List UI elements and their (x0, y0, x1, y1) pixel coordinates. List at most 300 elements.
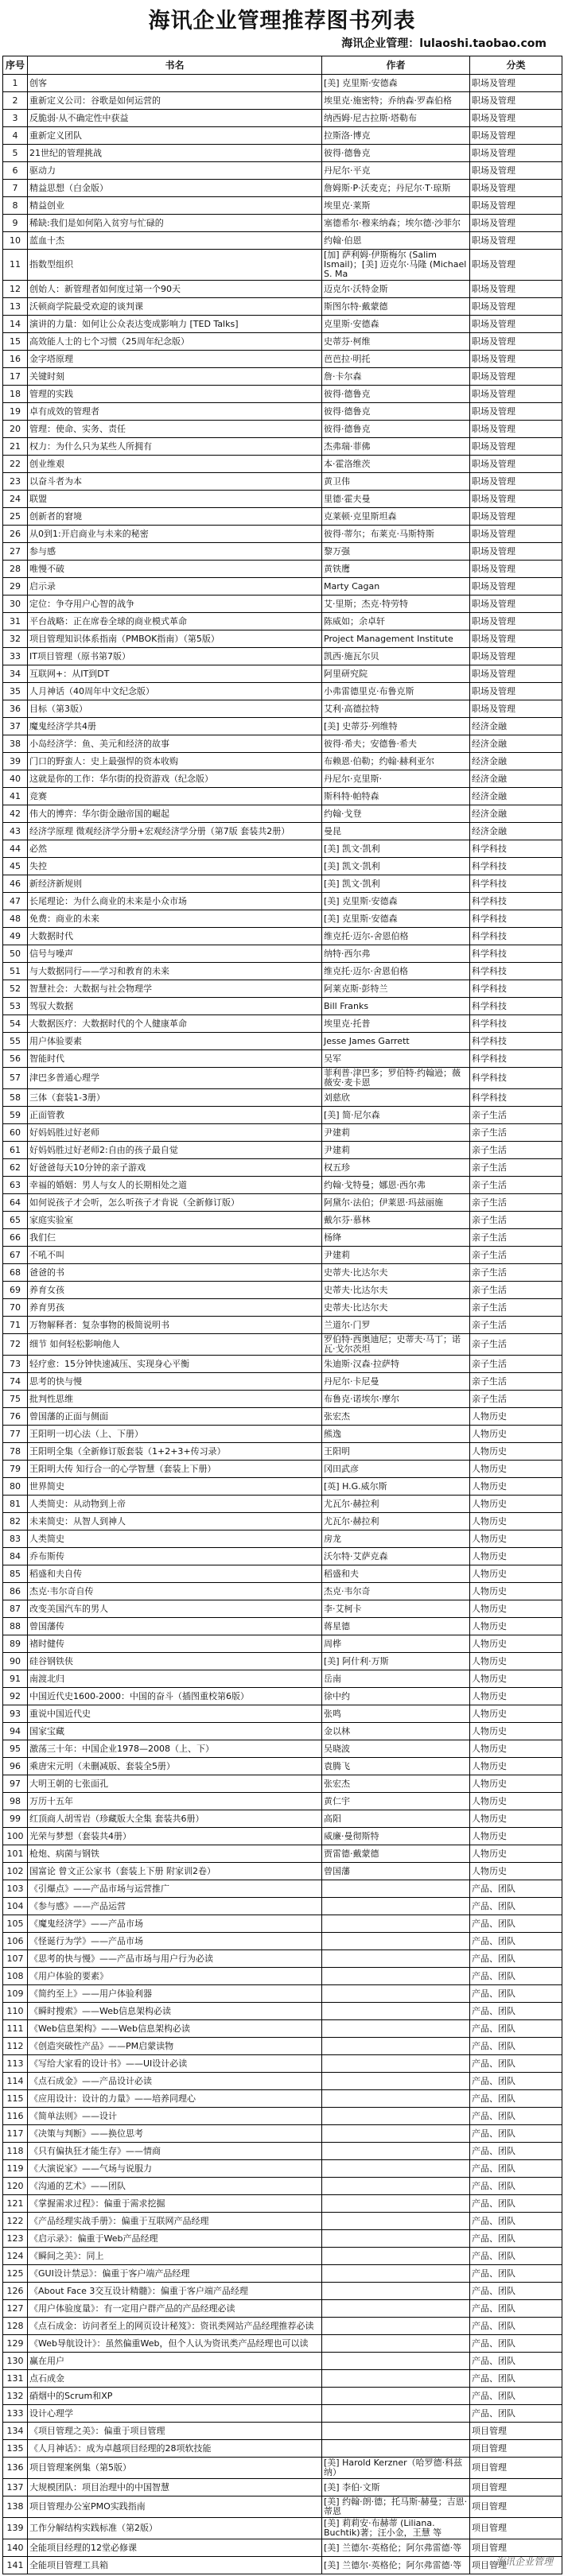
book-author: Project Management Institute (322, 630, 470, 648)
book-author: 尤瓦尔·赫拉利 (322, 1496, 470, 1513)
book-category: 职场及管理 (470, 596, 562, 613)
table-row (3, 1880, 562, 1898)
book-category: 职场及管理 (470, 110, 562, 127)
book-title: 爸爸的书 (28, 1264, 322, 1282)
book-title: 三体（套装1-3册） (28, 1089, 322, 1107)
book-category: 人物历史 (470, 1408, 562, 1426)
book-title: 创业维艰 (28, 456, 322, 473)
book-title: 硅谷钢铁侠 (28, 1653, 322, 1670)
book-number: 24 (3, 491, 28, 508)
book-author: 詹姆斯·P·沃麦克；丹尼尔·T·琼斯 (322, 180, 470, 197)
book-title: 信号与噪声 (28, 945, 322, 963)
book-number: 3 (3, 110, 28, 127)
book-title: 《魔鬼经济学》——产品市场 (28, 1915, 322, 1933)
book-author (322, 1985, 470, 2003)
book-title: 《About Face 3交互设计精髓》：偏重于客户端产品经理 (28, 2283, 322, 2300)
table-row (3, 1299, 562, 1317)
book-number: 49 (3, 928, 28, 945)
book-author (322, 1950, 470, 1968)
book-author: 布鲁克·诺埃尔·摩尔 (322, 1391, 470, 1408)
table-row (3, 700, 562, 718)
book-category: 职场及管理 (470, 92, 562, 110)
book-author: 稻盛和夫 (322, 1565, 470, 1583)
book-category: 人物历史 (470, 1670, 562, 1688)
book-category: 经济金融 (470, 735, 562, 753)
book-author: 克里斯·安德森 (322, 316, 470, 333)
book-title: 幸福的婚姻：男人与女人的长期相处之道 (28, 1177, 322, 1194)
table-row (3, 2318, 562, 2335)
book-title: 《只有偏执狂才能生存》——情商 (28, 2143, 322, 2160)
book-author (322, 1968, 470, 1985)
table-row (3, 561, 562, 578)
book-number: 94 (3, 1723, 28, 1740)
table-row (3, 1050, 562, 1068)
book-category: 产品、团队 (470, 1968, 562, 1985)
book-author: 杨绛 (322, 1229, 470, 1247)
book-title: 不吼不叫 (28, 1247, 322, 1264)
book-number: 96 (3, 1758, 28, 1775)
table-row (3, 648, 562, 665)
book-number: 51 (3, 963, 28, 980)
book-title: 轻疗愈：15分钟快速减压、实现身心平衡 (28, 1356, 322, 1373)
book-author: Bill Franks (322, 998, 470, 1015)
table-row (3, 1583, 562, 1600)
table-row (3, 788, 562, 805)
book-author: 约翰·戈登 (322, 805, 470, 823)
book-category: 科学科技 (470, 1015, 562, 1033)
book-title: 精益创业 (28, 197, 322, 215)
book-author: [美] 简·尼尔森 (322, 1107, 470, 1124)
book-category: 人物历史 (470, 1828, 562, 1845)
book-category: 人物历史 (470, 1688, 562, 1705)
book-title: 关键时刻 (28, 368, 322, 386)
book-category: 亲子生活 (470, 1229, 562, 1247)
book-category: 人物历史 (470, 1443, 562, 1461)
book-category: 亲子生活 (470, 1282, 562, 1299)
book-number: 70 (3, 1299, 28, 1317)
table-row (3, 110, 562, 127)
book-category: 产品、团队 (470, 1898, 562, 1915)
book-title: 批判性思维 (28, 1391, 322, 1408)
book-title: 养育女孩 (28, 1282, 322, 1299)
book-number: 1 (3, 75, 28, 92)
table-row (3, 630, 562, 648)
book-author: [美] 莉莉安·布赫蒂 (Liliana. Buchtik)著；汪小金，王慧 等 (322, 2518, 470, 2539)
book-number: 15 (3, 333, 28, 351)
book-title: 沃顿商学院最受欢迎的谈判课 (28, 298, 322, 316)
book-category: 人物历史 (470, 1583, 562, 1600)
table-row (3, 2370, 562, 2388)
table-row (3, 2518, 562, 2539)
table-row (3, 351, 562, 368)
book-author: [美] 史蒂芬·列维特 (322, 718, 470, 735)
book-author: 迈克尔·沃特金斯 (322, 281, 470, 298)
book-author: 斯科特·帕特森 (322, 788, 470, 805)
book-author: 维克托·迈尔-舍恩伯格 (322, 928, 470, 945)
book-author: [美] 克里斯·安德森 (322, 75, 470, 92)
book-title: 《创造突破性产品》——PM启蒙读物 (28, 2038, 322, 2055)
book-title: 养育男孩 (28, 1299, 322, 1317)
book-author: 里德·霍夫曼 (322, 491, 470, 508)
table-row (3, 1723, 562, 1740)
book-title: 唯慢不破 (28, 561, 322, 578)
table-row (3, 491, 562, 508)
book-category: 人物历史 (470, 1863, 562, 1880)
book-category: 项目管理 (470, 2458, 562, 2479)
book-category: 亲子生活 (470, 1299, 562, 1317)
book-title: 国家宝藏 (28, 1723, 322, 1740)
book-title: 长尾理论：为什么商业的未来是小众市场 (28, 893, 322, 910)
table-row (3, 456, 562, 473)
book-category: 职场及管理 (470, 491, 562, 508)
table-row (3, 735, 562, 753)
book-title: 万物解释者：复杂事物的极简说明书 (28, 1317, 322, 1334)
book-author: 埃里克·莱斯 (322, 197, 470, 215)
table-row (3, 2479, 562, 2496)
table-row (3, 508, 562, 526)
table-row (3, 1068, 562, 1089)
book-title: 智慧社会：大数据与社会物理学 (28, 980, 322, 998)
book-title: 《瞬时搜索》——Web信息架构必读 (28, 2003, 322, 2020)
book-category: 产品、团队 (470, 2405, 562, 2423)
book-number: 34 (3, 665, 28, 683)
book-title: 褚时健传 (28, 1635, 322, 1653)
table-row (3, 1496, 562, 1513)
book-author: 约翰·戈特曼；娜恩·西尔弗 (322, 1177, 470, 1194)
book-number: 110 (3, 2003, 28, 2020)
book-title: 项目管理案例集（第5版） (28, 2458, 322, 2479)
book-title: 重说中国近代史 (28, 1705, 322, 1723)
book-title: 项目管理办公室PMO实践指南 (28, 2496, 322, 2518)
book-title: 光荣与梦想（套装共4册） (28, 1828, 322, 1845)
book-category: 亲子生活 (470, 1264, 562, 1282)
book-author: 埃里克·施密特；乔纳森·罗森伯格 (322, 92, 470, 110)
book-category: 产品、团队 (470, 2073, 562, 2090)
book-category: 职场及管理 (470, 683, 562, 700)
book-number: 86 (3, 1583, 28, 1600)
book-number: 64 (3, 1194, 28, 1212)
book-author: 阿莱克斯·彭特兰 (322, 980, 470, 998)
book-category: 产品、团队 (470, 2300, 562, 2318)
book-number: 122 (3, 2213, 28, 2230)
book-author (322, 2020, 470, 2038)
book-number: 31 (3, 613, 28, 630)
book-author: 芭芭拉·明托 (322, 351, 470, 368)
book-author: [美] 凯文·凯利 (322, 840, 470, 858)
book-title: 从0到1:开启商业与未来的秘密 (28, 526, 322, 543)
table-row (3, 232, 562, 250)
book-number: 2 (3, 92, 28, 110)
book-category: 科学科技 (470, 910, 562, 928)
book-title: 驱动力 (28, 162, 322, 180)
book-category: 职场及管理 (470, 700, 562, 718)
book-author (322, 2195, 470, 2213)
book-number: 63 (3, 1177, 28, 1194)
book-author: 冈田武彦 (322, 1461, 470, 1478)
book-author (322, 2248, 470, 2265)
book-title: 管理的实践 (28, 386, 322, 403)
book-number: 131 (3, 2370, 28, 2388)
book-category: 职场及管理 (470, 438, 562, 456)
table-row (3, 2496, 562, 2518)
book-category: 人物历史 (470, 1530, 562, 1548)
table-row (3, 945, 562, 963)
book-title: 激荡三十年：中国企业1978—2008（上、下） (28, 1740, 322, 1758)
book-author: [美] 李伯·文斯 (322, 2479, 470, 2496)
book-number: 134 (3, 2423, 28, 2440)
table-row (3, 1443, 562, 1461)
table-row (3, 1391, 562, 1408)
book-category: 产品、团队 (470, 1880, 562, 1898)
table-row (3, 1618, 562, 1635)
table-row (3, 805, 562, 823)
book-number: 69 (3, 1282, 28, 1299)
book-category: 职场及管理 (470, 162, 562, 180)
book-title: 竞赛 (28, 788, 322, 805)
book-title: 目标（第3版） (28, 700, 322, 718)
book-title: 金字塔原理 (28, 351, 322, 368)
book-title: 《启示录》：偏重于Web产品经理 (28, 2230, 322, 2248)
book-title: 好妈妈胜过好老师 (28, 1124, 322, 1142)
book-number: 50 (3, 945, 28, 963)
book-category: 亲子生活 (470, 1107, 562, 1124)
book-category: 产品、团队 (470, 2125, 562, 2143)
book-author (322, 2265, 470, 2283)
book-author: 黄仁宇 (322, 1793, 470, 1810)
book-title: 启示录 (28, 578, 322, 596)
book-category: 人物历史 (470, 1723, 562, 1740)
book-author: 拉斯洛·博克 (322, 127, 470, 145)
table-row (3, 1264, 562, 1282)
book-category: 亲子生活 (470, 1373, 562, 1391)
book-category: 产品、团队 (470, 2160, 562, 2178)
book-number: 25 (3, 508, 28, 526)
book-number: 116 (3, 2108, 28, 2125)
book-category: 职场及管理 (470, 526, 562, 543)
book-number: 109 (3, 1985, 28, 2003)
book-number: 126 (3, 2283, 28, 2300)
book-number: 114 (3, 2073, 28, 2090)
book-category: 产品、团队 (470, 2020, 562, 2038)
book-category: 职场及管理 (470, 578, 562, 596)
book-author: 沃尔特·艾萨克森 (322, 1548, 470, 1565)
book-category: 职场及管理 (470, 473, 562, 491)
book-title: 《人月神话》：成为卓越项目经理的28项软技能 (28, 2440, 322, 2458)
book-number: 118 (3, 2143, 28, 2160)
table-row (3, 1915, 562, 1933)
table-row (3, 770, 562, 788)
book-number: 40 (3, 770, 28, 788)
book-title: 《思考的快与慢》——产品市场与用户行为必读 (28, 1950, 322, 1968)
table-row (3, 1565, 562, 1583)
book-table (2, 56, 562, 2574)
table-row (3, 1793, 562, 1810)
book-author: 徐中约 (322, 1688, 470, 1705)
book-number: 30 (3, 596, 28, 613)
book-author: 阿里研究院 (322, 665, 470, 683)
book-category: 经济金融 (470, 770, 562, 788)
table-row (3, 2160, 562, 2178)
book-category: 人物历史 (470, 1810, 562, 1828)
book-title: 赢在用户 (28, 2353, 322, 2370)
book-title: 重新定义公司：谷歌是如何运营的 (28, 92, 322, 110)
book-number: 6 (3, 162, 28, 180)
book-category: 亲子生活 (470, 1356, 562, 1373)
book-author: 尹建莉 (322, 1247, 470, 1264)
header-author: 作者 (322, 56, 470, 75)
book-author: 艾利·高德拉特 (322, 700, 470, 718)
book-author: 塞德希尔·穆来纳森；埃尔德·沙菲尔 (322, 215, 470, 232)
book-title: 《写给大家看的设计书》——UI设计必读 (28, 2055, 322, 2073)
header-row (3, 56, 562, 75)
book-category: 科学科技 (470, 998, 562, 1015)
book-author: 岳南 (322, 1670, 470, 1688)
table-row (3, 2125, 562, 2143)
book-number: 10 (3, 232, 28, 250)
table-row (3, 1828, 562, 1845)
book-category: 亲子生活 (470, 1334, 562, 1356)
book-number: 97 (3, 1775, 28, 1793)
book-category: 产品、团队 (470, 2178, 562, 2195)
book-number: 132 (3, 2388, 28, 2405)
book-author: 陈威如；余卓轩 (322, 613, 470, 630)
book-category: 产品、团队 (470, 2230, 562, 2248)
book-category: 项目管理 (470, 2496, 562, 2518)
book-author: 尹建莉 (322, 1142, 470, 1159)
book-number: 121 (3, 2195, 28, 2213)
book-title: 红顶商人胡雪岩（珍藏版大全集 套装共6册） (28, 1810, 322, 1828)
book-number: 39 (3, 753, 28, 770)
book-title: 《引爆点》——产品市场与运营推广 (28, 1880, 322, 1898)
book-title: 项目管理知识体系指南（PMBOK指南）（第5版） (28, 630, 322, 648)
book-title: 津巴多普通心理学 (28, 1068, 322, 1089)
table-row (3, 316, 562, 333)
book-title: 卓有成效的管理者 (28, 403, 322, 421)
book-category: 科学科技 (470, 1068, 562, 1089)
table-row (3, 1015, 562, 1033)
book-title: 《用户体验度量》：有一定用户群产品的产品经理必读 (28, 2300, 322, 2318)
book-category: 项目管理 (470, 2423, 562, 2440)
table-row (3, 127, 562, 145)
book-title: 硝烟中的Scrum和XP (28, 2388, 322, 2405)
book-title: 《产品经理实战手册》：偏重于互联网产品经理 (28, 2213, 322, 2230)
book-category: 职场及管理 (470, 333, 562, 351)
book-number: 104 (3, 1898, 28, 1915)
book-number: 19 (3, 403, 28, 421)
book-category: 职场及管理 (470, 368, 562, 386)
table-row (3, 2213, 562, 2230)
table-row (3, 753, 562, 770)
book-title: 王阳明一切心法（上、下册） (28, 1426, 322, 1443)
book-title: 杰克·韦尔奇自传 (28, 1583, 322, 1600)
book-category: 产品、团队 (470, 2335, 562, 2353)
book-number: 138 (3, 2496, 28, 2518)
book-author: 杰弗瑞·菲佛 (322, 438, 470, 456)
book-title: 参与感 (28, 543, 322, 561)
book-title: 《Web导航设计》：虽然偏重Web，但个人认为资讯类产品经理也可以读 (28, 2335, 322, 2353)
table-row (3, 1530, 562, 1548)
table-row (3, 2265, 562, 2283)
table-row (3, 840, 562, 858)
table-row (3, 1635, 562, 1653)
book-author: [加] 萨利姆·伊斯梅尔 (Salim Ismail)；[美] 迈克尔·马隆 (Michael S. Ma (322, 250, 470, 281)
book-number: 106 (3, 1933, 28, 1950)
book-number: 46 (3, 875, 28, 893)
book-number: 61 (3, 1142, 28, 1159)
book-number: 77 (3, 1426, 28, 1443)
table-row (3, 386, 562, 403)
book-number: 45 (3, 858, 28, 875)
book-author: 彼得·德鲁克 (322, 145, 470, 162)
table-row (3, 2557, 562, 2574)
table-row (3, 1033, 562, 1050)
book-number: 119 (3, 2160, 28, 2178)
book-title: 大数据医疗：大数据时代的个人健康革命 (28, 1015, 322, 1033)
book-title: 《项目管理之美》：偏重于项目管理 (28, 2423, 322, 2440)
book-number: 82 (3, 1513, 28, 1530)
book-author: 张宏杰 (322, 1408, 470, 1426)
table-row (3, 1898, 562, 1915)
book-author: 纳西姆·尼古拉斯·塔勒布 (322, 110, 470, 127)
book-category: 产品、团队 (470, 2248, 562, 2265)
book-title: 如何说孩子才会听，怎么听孩子才肯说（全新修订版） (28, 1194, 322, 1212)
book-author: 凯西·施瓦尔贝 (322, 648, 470, 665)
book-author: 张宏杰 (322, 1775, 470, 1793)
table-row (3, 1653, 562, 1670)
book-category: 产品、团队 (470, 2090, 562, 2108)
book-title: 人类简史：从动物到上帝 (28, 1496, 322, 1513)
book-category: 职场及管理 (470, 630, 562, 648)
book-title: 互联网+：从IT到DT (28, 665, 322, 683)
book-category: 经济金融 (470, 823, 562, 840)
book-category: 科学科技 (470, 893, 562, 910)
book-category: 人物历史 (470, 1565, 562, 1583)
book-author: 威廉·曼彻斯特 (322, 1828, 470, 1845)
book-category: 经济金融 (470, 718, 562, 735)
book-title: 《GUI设计禁忌》：偏重于客户端产品经理 (28, 2265, 322, 2283)
book-category: 产品、团队 (470, 1933, 562, 1950)
book-category: 项目管理 (470, 2518, 562, 2539)
book-number: 95 (3, 1740, 28, 1758)
table-row (3, 1688, 562, 1705)
book-title: 魔鬼经济学共4册 (28, 718, 322, 735)
book-number: 58 (3, 1089, 28, 1107)
book-author: 吴晓波 (322, 1740, 470, 1758)
book-number: 14 (3, 316, 28, 333)
book-number: 136 (3, 2458, 28, 2479)
book-number: 22 (3, 456, 28, 473)
book-title: 反脆弱·从不确定性中获益 (28, 110, 322, 127)
table-row (3, 298, 562, 316)
book-category: 产品、团队 (470, 1950, 562, 1968)
table-row (3, 473, 562, 491)
book-author (322, 1880, 470, 1898)
book-author: 贾雷德·戴蒙德 (322, 1845, 470, 1863)
header-title: 书名 (28, 56, 322, 75)
book-category: 人物历史 (470, 1635, 562, 1653)
table-row (3, 1810, 562, 1828)
book-title: 《瞬间之美》：同上 (28, 2248, 322, 2265)
table-row (3, 1317, 562, 1334)
book-category: 亲子生活 (470, 1159, 562, 1177)
table-row (3, 2423, 562, 2440)
book-title: 《沟通的艺术》——团队 (28, 2178, 322, 2195)
book-category: 项目管理 (470, 2479, 562, 2496)
table-row (3, 1356, 562, 1373)
book-number: 12 (3, 281, 28, 298)
book-author: 史蒂芬·柯维 (322, 333, 470, 351)
table-row (3, 1548, 562, 1565)
